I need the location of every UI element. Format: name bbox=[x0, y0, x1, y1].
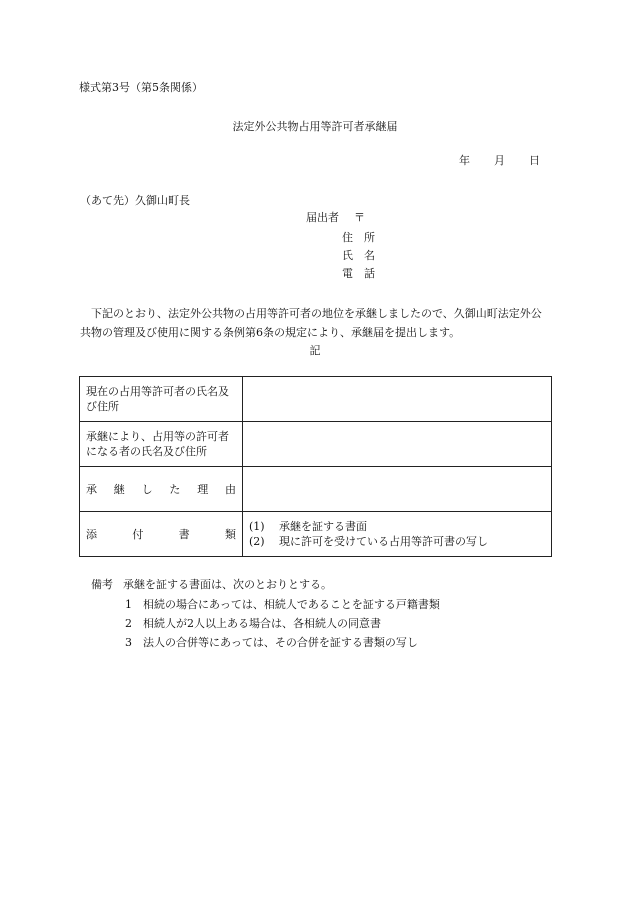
reason-label-char: 継 bbox=[113, 482, 125, 496]
remark-item bbox=[125, 598, 440, 612]
table-row-current-holder bbox=[80, 377, 552, 422]
date-year: 年 bbox=[459, 154, 470, 167]
current-holder-label: 現在の占用等許可者の氏名及び住所 bbox=[80, 377, 243, 422]
reason-label bbox=[80, 467, 243, 512]
applicant-label: 届出者 bbox=[306, 211, 339, 224]
attachment-item bbox=[249, 519, 545, 534]
attachments-label-char: 添 bbox=[86, 527, 97, 541]
remark-item bbox=[125, 636, 418, 650]
remark-number: 2 bbox=[125, 617, 132, 630]
document-title: 法定外公共物占用等許可者承継届 bbox=[232, 120, 398, 133]
date-line bbox=[459, 154, 540, 168]
reason-label-char: し bbox=[141, 482, 153, 496]
remark-text: 相続の場合にあっては、相続人であることを証する戸籍書類 bbox=[143, 598, 440, 611]
table-row-successor bbox=[80, 422, 552, 467]
attachment-number: (2) bbox=[249, 535, 265, 548]
remark-number: 1 bbox=[125, 598, 132, 611]
attachment-item bbox=[249, 534, 545, 549]
remark-text: 相続人が2人以上ある場合は、各相続人の同意書 bbox=[143, 617, 381, 630]
remarks-heading bbox=[91, 578, 332, 592]
date-day: 日 bbox=[529, 154, 540, 167]
reason-label-char: 理 bbox=[197, 482, 209, 496]
reason-value[interactable] bbox=[243, 467, 552, 512]
addressee: （あて先）久御山町長 bbox=[80, 194, 190, 207]
current-holder-value[interactable] bbox=[243, 377, 552, 422]
attachments-label-char: 類 bbox=[224, 527, 236, 541]
address-label: 住 所 bbox=[342, 231, 375, 244]
remark-item bbox=[125, 617, 381, 631]
body-paragraph: 下記のとおり、法定外公共物の占用等許可者の地位を承継しましたので、久御山町法定外公共物の管理及び使用に関する条例第6条の規定により、承継届を提出します。 bbox=[80, 307, 542, 339]
attachment-number: (1) bbox=[249, 520, 265, 533]
remark-number: 3 bbox=[125, 636, 132, 649]
phone-label: 電 話 bbox=[342, 267, 375, 280]
detail-table bbox=[79, 376, 552, 557]
reason-label-char: 由 bbox=[224, 482, 236, 496]
name-label: 氏 名 bbox=[342, 249, 375, 262]
remarks-label: 備考 bbox=[91, 578, 113, 591]
applicant-block bbox=[306, 211, 365, 225]
attachment-text: 承継を証する書面 bbox=[279, 520, 367, 533]
attachment-text: 現に許可を受けている占用等許可書の写し bbox=[279, 535, 488, 548]
table-row-reason bbox=[80, 467, 552, 512]
attachments-label bbox=[80, 512, 243, 557]
attachments-label-char: 付 bbox=[132, 527, 144, 541]
successor-label: 承継により、占用等の許可者になる者の氏名及び住所 bbox=[80, 422, 243, 467]
attachments-label-char: 書 bbox=[178, 527, 190, 541]
form-number: 様式第3号（第5条関係） bbox=[79, 81, 203, 94]
remark-text: 法人の合併等にあっては、その合併を証する書類の写し bbox=[143, 636, 418, 649]
date-month: 月 bbox=[494, 154, 505, 167]
postal-mark: 〒 bbox=[354, 211, 365, 224]
reason-label-char: 承 bbox=[86, 482, 97, 496]
successor-value[interactable] bbox=[243, 422, 552, 467]
attachments-list bbox=[243, 512, 552, 557]
ki-heading: 記 bbox=[309, 344, 321, 357]
remarks-intro: 承継を証する書面は、次のとおりとする。 bbox=[123, 578, 332, 591]
reason-label-char: た bbox=[169, 482, 181, 496]
table-row-attachments bbox=[80, 512, 552, 557]
